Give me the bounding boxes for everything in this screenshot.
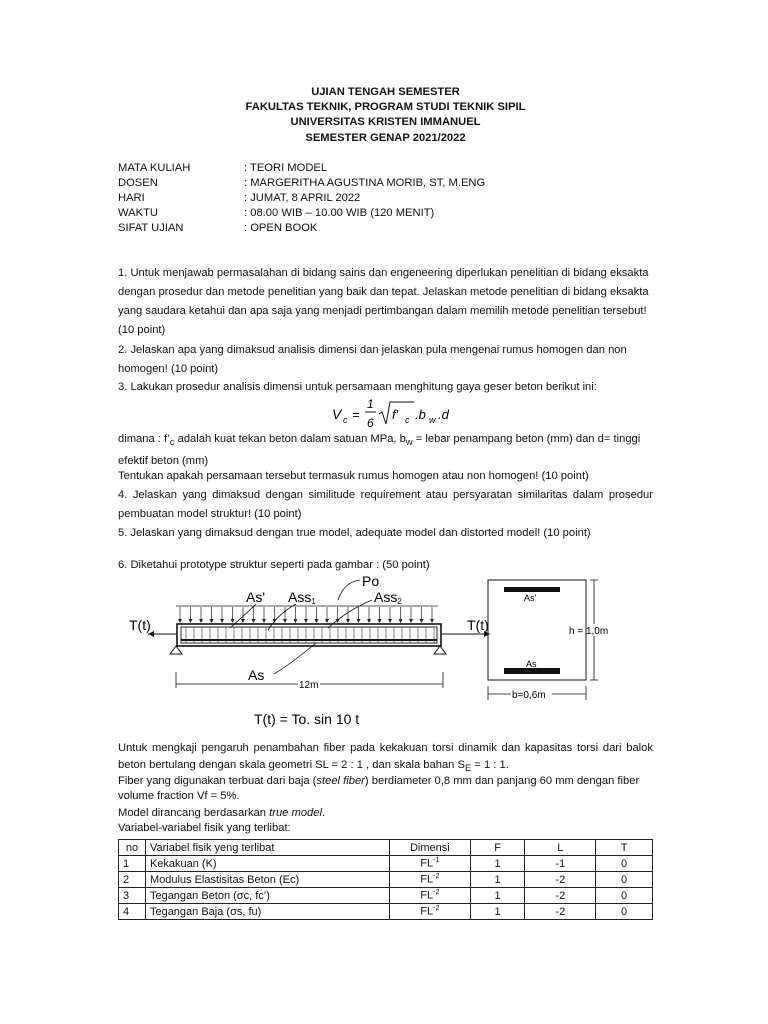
load-arrow-head-icon <box>304 619 308 623</box>
load-arrow-group <box>178 607 434 623</box>
cell-f: 1 <box>470 856 525 872</box>
torque-left-label: T(t) <box>129 617 151 633</box>
left-support-icon <box>170 646 182 654</box>
formula-v: V <box>332 406 342 422</box>
cell-no: 4 <box>119 904 146 920</box>
load-arrow-head-icon <box>294 619 298 623</box>
formula-b-sub: w <box>429 415 436 425</box>
header-university: UNIVERSITAS KRISTEN IMMANUEL <box>290 116 481 128</box>
scale-subscript: E <box>464 763 472 774</box>
section-width-label: b=0,6m <box>512 690 546 701</box>
torque-right-label: T(t) <box>467 617 489 633</box>
load-arrow-head-icon <box>189 619 193 623</box>
study-purpose <box>118 740 653 777</box>
cell-f: 1 <box>470 904 525 920</box>
load-arrow-head-icon <box>231 619 235 623</box>
load-arrow-head-icon <box>210 619 214 623</box>
info-value: : JUMAT, 8 APRIL 2022 <box>244 192 361 204</box>
top-rebar-bar <box>504 587 560 592</box>
load-arrow-head-icon <box>420 619 424 623</box>
section-as-prime-label: As' <box>524 593 537 603</box>
cell-dimension: $FL^{-1}$ <box>389 856 470 872</box>
question-5: 5. Jelaskan yang dimaksud dengan true model, adequate model dan distorted model! (10 point) <box>118 527 591 539</box>
cell-variable: Tegangan Baja (σs, fu) <box>145 904 389 920</box>
load-arrow-head-icon <box>357 619 361 623</box>
variables-table <box>118 839 653 920</box>
section-as-label: As <box>526 659 537 669</box>
info-key: MATA KULIAH <box>118 162 191 174</box>
formula-f: f′ <box>392 407 399 422</box>
def-part: dimana : f’ <box>118 433 170 445</box>
cell-t: 0 <box>596 872 653 888</box>
beam-figure <box>118 570 618 732</box>
table-row <box>119 856 653 872</box>
as-prime-label: As' <box>246 589 266 605</box>
header-faculty: FAKULTAS TEKNIK, PROGRAM STUDI TEKNIK SIPIL <box>245 101 526 113</box>
po-label: Po <box>362 573 380 589</box>
load-arrow-head-icon <box>241 619 245 623</box>
info-key: DOSEN <box>118 177 158 189</box>
load-arrow-head-icon <box>252 619 256 623</box>
question-1: 1. Untuk menjawab permasalahan di bidang sains dan engeneering diperlukan penelitian di bidang eksakta dengan prosedur dan metode penelitian yang baik dan tepat. Jelaskan metode penelitian di bidang eksakta yang saudara ketahui dan apa saja yang menjadi pertimbangan dalam memilih metode penelitian tersebut! (10 point) <box>118 267 649 336</box>
col-no: no <box>119 840 146 856</box>
as-label: As <box>248 667 265 683</box>
load-arrow-head-icon <box>220 619 224 623</box>
col-variable: Variabel fisik yeng terlibat <box>145 840 389 856</box>
col-f: F <box>470 840 525 856</box>
load-arrow-head-icon <box>315 619 319 623</box>
question-4: 4. Jelaskan yang dimaksud dengan similitude requirement atau persyaratan similaritas dalam prosedur pembuatan model struktur! (10 point) <box>118 489 653 520</box>
formula-b: .b <box>415 407 426 422</box>
table-row <box>119 872 653 888</box>
model-design <box>118 806 653 821</box>
table-row <box>119 904 653 920</box>
table-header-row <box>119 840 653 856</box>
formula-svg <box>332 397 472 433</box>
info-key: SIFAT UJIAN <box>118 222 184 234</box>
info-value: : MARGERITHA AGUSTINA MORIB, ST, M.ENG <box>244 177 486 189</box>
question-6: 6. Diketahui prototype struktur seperti pada gambar : (50 point) <box>118 559 430 571</box>
load-arrow-head-icon <box>388 619 392 623</box>
study-purpose-text: Untuk mengkaji pengaruh penambahan fiber pada kekakuan torsi dinamik dan kapasitas torsi dari balok beton bertulang dengan skala geometri SL = 2 : 1 , dan skala bahan S <box>118 742 653 771</box>
torque-equation: T(t) = To. sin 10 t <box>254 711 360 727</box>
load-arrow-head-icon <box>409 619 413 623</box>
formula-num: 1 <box>367 397 374 411</box>
col-l: L <box>525 840 596 856</box>
cell-no: 3 <box>119 888 146 904</box>
cell-f: 1 <box>470 872 525 888</box>
model-italic: true model <box>269 807 322 819</box>
section-height-label: h = 1,0m <box>569 626 609 637</box>
cell-l: -1 <box>525 856 596 872</box>
info-key: HARI <box>118 192 145 204</box>
load-arrow-head-icon <box>367 619 371 623</box>
question-3-task: Tentukan apakah persamaan tersebut termasuk rumus homogen atau non homogen! (10 point) <box>118 470 589 482</box>
cell-t: 0 <box>596 856 653 872</box>
info-key: WAKTU <box>118 207 158 219</box>
fiber-text: Fiber yang digunakan terbuat dari baja ( <box>118 775 317 787</box>
cell-variable: Tegangan Beton (σc, fc’) <box>145 888 389 904</box>
po-leader <box>338 580 360 600</box>
cell-f: 1 <box>470 888 525 904</box>
load-arrow-head-icon <box>378 619 382 623</box>
model-text-end: . <box>321 807 326 819</box>
def-sub: c <box>169 437 175 448</box>
ass1-leader <box>268 604 296 630</box>
def-part: = lebar penampang beton (mm) dan d= tinggi efektif beton (mm) <box>118 433 641 468</box>
load-arrow-head-icon <box>199 619 203 623</box>
formula-eq: = <box>352 407 360 422</box>
load-arrow-head-icon <box>430 619 434 623</box>
cell-dimension: $FL^{-2}$ <box>389 888 470 904</box>
load-arrow-head-icon <box>346 619 350 623</box>
fiber-text-end: ) berdiameter 0,8 mm dan panjang 60 mm dengan fiber volume fraction Vf = 5%. <box>118 775 640 802</box>
formula-f-sub: c <box>405 415 410 425</box>
cell-t: 0 <box>596 904 653 920</box>
model-text: Model dirancang berdasarkan <box>118 807 270 819</box>
fiber-italic: steel fiber <box>316 775 365 787</box>
col-dimension: Dimensi <box>389 840 470 856</box>
info-value: : OPEN BOOK <box>244 222 318 234</box>
load-arrow-head-icon <box>399 619 403 623</box>
def-sub: w <box>405 437 413 448</box>
question-3-definitions <box>118 430 653 471</box>
col-t: T <box>596 840 653 856</box>
span-label: 12m <box>299 680 319 691</box>
load-arrow-head-icon <box>283 619 287 623</box>
load-arrow-head-icon <box>262 619 266 623</box>
study-purpose-end: = 1 : 1. <box>471 759 509 771</box>
right-support-icon <box>434 646 446 654</box>
formula-v-sub: c <box>343 415 348 425</box>
info-value: : TEORI MODEL <box>244 162 328 174</box>
ass2-label: Ass2 <box>374 589 402 606</box>
cell-dimension: $FL^{-2}$ <box>389 904 470 920</box>
load-arrow-head-icon <box>325 619 329 623</box>
cell-t: 0 <box>596 888 653 904</box>
info-value: : 08.00 WIB – 10.00 WIB (120 MENIT) <box>244 207 435 219</box>
cell-l: -2 <box>525 904 596 920</box>
cell-dimension: $FL^{-2}$ <box>389 872 470 888</box>
def-part: adalah kuat tekan beton dalam satuan MPa, b <box>174 433 406 445</box>
question-2: 2. Jelaskan apa yang dimaksud analisis dimensi dan jelaskan pula mengenai rumus homogen dan non homogen! (10 point) <box>118 344 627 375</box>
formula-den: 6 <box>367 416 374 430</box>
header-exam-title: UJIAN TENGAH SEMESTER <box>311 86 460 98</box>
cell-variable: Modulus Elastisitas Beton (Ec) <box>145 872 389 888</box>
question-3: 3. Lakukan prosedur analisis dimensi untuk persamaan menghitung gaya geser beton berikut ini: <box>118 381 597 393</box>
ass1-label: Ass1 <box>288 589 316 606</box>
cell-no: 2 <box>119 872 146 888</box>
formula-d: .d <box>438 407 449 422</box>
as-leader <box>274 643 316 674</box>
load-arrow-head-icon <box>178 619 182 623</box>
cell-variable: Kekakuan (K) <box>145 856 389 872</box>
variables-intro: Variabel-variabel fisik yang terlibat: <box>118 822 291 834</box>
cell-l: -2 <box>525 872 596 888</box>
table-row <box>119 888 653 904</box>
header-semester: SEMESTER GENAP 2021/2022 <box>305 132 466 144</box>
cell-l: -2 <box>525 888 596 904</box>
cell-no: 1 <box>119 856 146 872</box>
fiber-description <box>118 774 653 804</box>
